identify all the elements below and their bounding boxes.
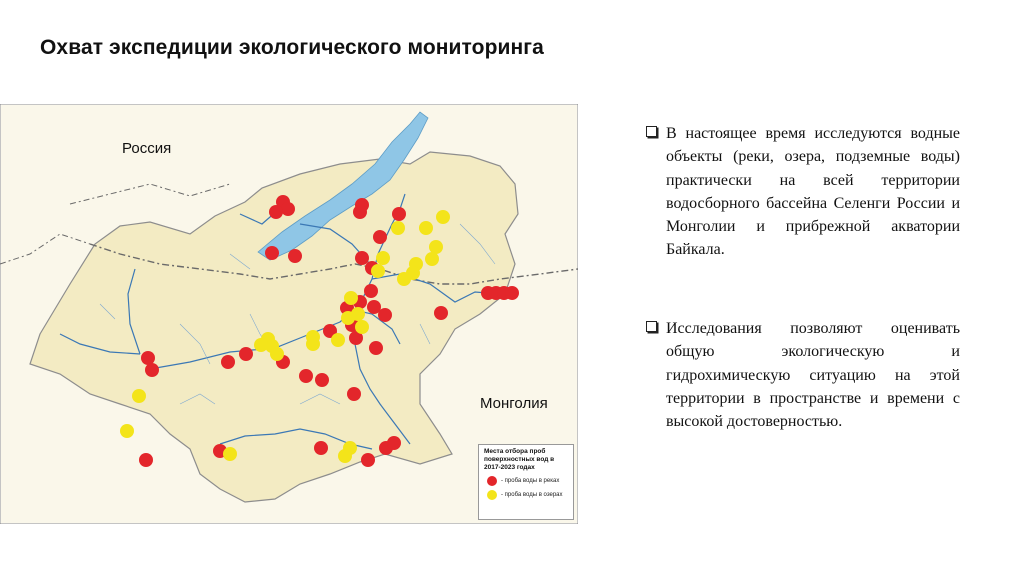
lake-sample-point — [120, 424, 134, 438]
bullet-2 — [664, 317, 960, 433]
river-sample-point — [239, 347, 253, 361]
lake-sample-point — [343, 441, 357, 455]
lake-sample-point — [344, 291, 358, 305]
legend-item-lake — [479, 486, 573, 500]
river-sample-point — [314, 441, 328, 455]
river-sample-point — [434, 306, 448, 320]
river-sample-point — [353, 205, 367, 219]
lake-sample-point — [376, 251, 390, 265]
river-sample-point — [355, 251, 369, 265]
legend-title: Места отбора проб поверхностных вод в 2017-2023 годах — [484, 448, 555, 471]
lake-sample-point — [425, 252, 439, 266]
river-sample-point — [139, 453, 153, 467]
river-sample-point — [281, 202, 295, 216]
river-sample-point — [373, 230, 387, 244]
red-dot-icon — [487, 476, 497, 486]
lake-sample-point — [270, 347, 284, 361]
checkbox-bullet-icon — [646, 321, 657, 332]
river-sample-point — [299, 369, 313, 383]
river-sample-point — [221, 355, 235, 369]
map-legend — [478, 444, 574, 520]
lake-sample-point — [254, 338, 268, 352]
label-mongolia: Монголия — [480, 395, 548, 412]
lake-sample-point — [397, 272, 411, 286]
lake-sample-point — [306, 337, 320, 351]
yellow-dot-icon — [487, 490, 497, 500]
river-sample-point — [369, 341, 383, 355]
river-sample-point — [387, 436, 401, 450]
legend-label: - проба воды в реках — [501, 478, 560, 484]
river-sample-point — [347, 387, 361, 401]
checkbox-bullet-icon — [646, 126, 657, 137]
river-sample-point — [505, 286, 519, 300]
page-title: Охват экспедиции экологического мониторинга — [40, 36, 544, 59]
river-sample-point — [361, 453, 375, 467]
river-sample-point — [141, 351, 155, 365]
river-sample-point — [269, 205, 283, 219]
lake-sample-point — [223, 447, 237, 461]
legend-label: - проба воды в озерах — [501, 492, 563, 498]
river-sample-point — [392, 207, 406, 221]
lake-sample-point — [391, 221, 405, 235]
river-sample-point — [378, 308, 392, 322]
river-sample-point — [265, 246, 279, 260]
river-sample-point — [315, 373, 329, 387]
lake-sample-point — [429, 240, 443, 254]
lake-sample-point — [331, 333, 345, 347]
lake-sample-point — [355, 320, 369, 334]
river-sample-point — [288, 249, 302, 263]
bullet-1 — [664, 122, 960, 262]
bullet-text: В настоящее время исследуются водные объекты (реки, озера, подземные воды) практически на всей территории водосборного бассейна Селенги России и Монголии и прибрежной акватории Байкала. — [666, 125, 960, 259]
lake-sample-point — [341, 311, 355, 325]
lake-sample-point — [132, 389, 146, 403]
lake-sample-point — [436, 210, 450, 224]
river-sample-point — [145, 363, 159, 377]
river-sample-point — [364, 284, 378, 298]
legend-item-river — [479, 472, 573, 486]
bullet-text: Исследования позволяют оценивать общую экологическую и гидрохимическую ситуацию на этой территории в пространстве и времени с высокой достоверностью. — [666, 320, 960, 431]
lake-sample-point — [419, 221, 433, 235]
lake-sample-point — [371, 264, 385, 278]
label-russia: Россия — [122, 140, 172, 157]
